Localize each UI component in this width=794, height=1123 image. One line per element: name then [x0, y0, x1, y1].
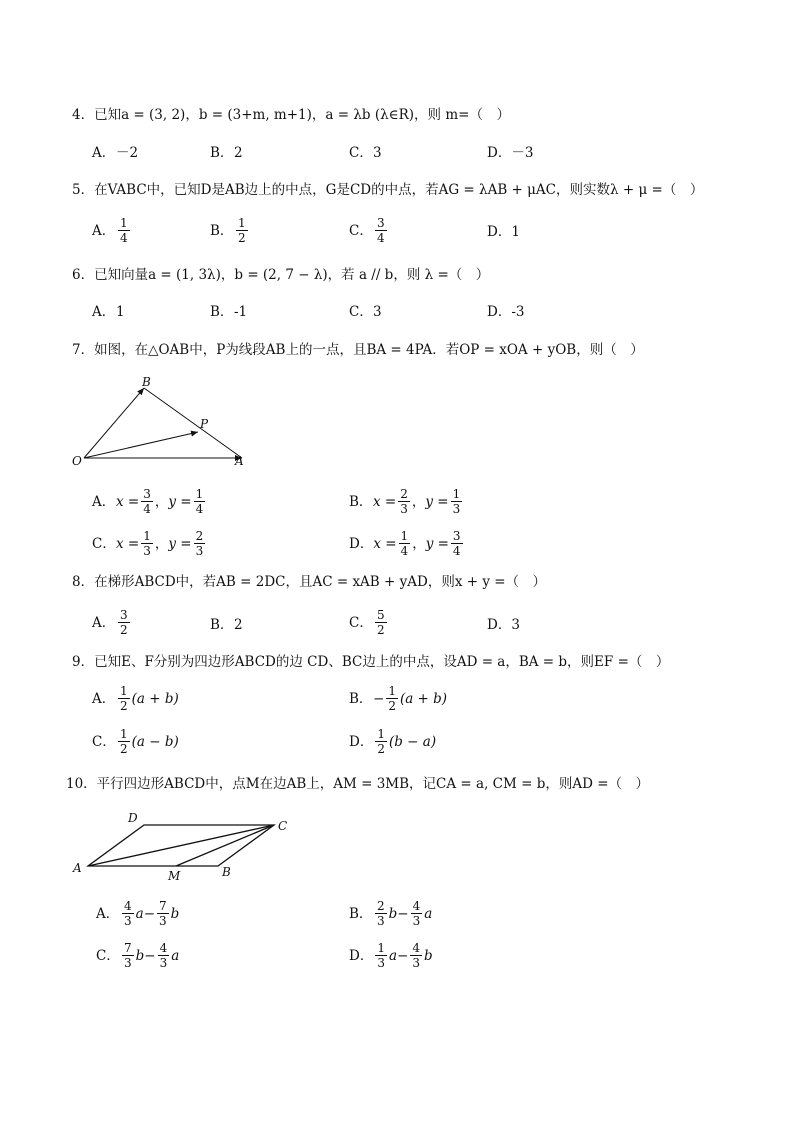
q5-option-c[interactable]: C． $\frac{3}{4}$: [349, 216, 385, 245]
label-b: B: [222, 865, 231, 879]
q9-option-d[interactable]: D． $\frac{1}{2}$ (b − a): [349, 727, 437, 756]
q9-option-c[interactable]: C． $\frac{1}{2}$ (a − b): [92, 727, 179, 756]
label-b: B: [142, 375, 151, 389]
fraction: $\frac{1}{4}$: [195, 487, 204, 516]
label-c: C: [278, 819, 288, 833]
fraction: $\frac{7}{3}$: [124, 941, 132, 970]
question-6: 6．已知向量a = (1, 3λ)，b = (2, 7 − λ)，若 a // b，则 λ =（ ）: [72, 267, 490, 283]
q5-option-a[interactable]: A． $\frac{1}{4}$: [92, 216, 128, 245]
q5-option-d[interactable]: D． 1: [487, 224, 520, 240]
fraction: $\frac{1}{4}$: [120, 216, 128, 245]
vector-op: [84, 432, 198, 458]
q7-option-d[interactable]: D． x = $\frac{1}{4}$ ， y = $\frac{3}{4}$: [349, 529, 461, 558]
question-9: 9．已知E、F分别为四边形ABCD的边 CD、BC边上的中点，设AD = a，BA = b，则EF =（ ）: [72, 654, 670, 670]
q10-option-c[interactable]: C． $\frac{7}{3}$ b − $\frac{4}{3}$ a: [96, 941, 180, 970]
q4-option-d[interactable]: D． －3: [487, 145, 534, 161]
q7-option-a[interactable]: A． x = $\frac{3}{4}$ ， y = $\frac{1}{4}$: [92, 487, 204, 516]
fraction: $\frac{1}{2}$: [377, 727, 385, 756]
q6-option-c[interactable]: C． 3: [349, 304, 382, 320]
question-5: 5．在VABC中，已知D是AB边上的中点，G是CD的中点，若AG = λAB + μAC，则实数λ + μ =（ ）: [72, 182, 704, 198]
fraction: $\frac{2}{3}$: [377, 899, 385, 928]
label-o: O: [72, 454, 82, 468]
q4-option-a[interactable]: A． －2: [92, 145, 139, 161]
q4-option-c[interactable]: C． 3: [349, 145, 382, 161]
fraction: $\frac{2}{3}$: [195, 529, 204, 558]
q6-option-a[interactable]: A． 1: [92, 304, 125, 320]
q10-option-d[interactable]: D． $\frac{1}{3}$ a − $\frac{4}{3}$ b: [349, 941, 433, 970]
q8-option-c[interactable]: C． $\frac{5}{2}$: [349, 608, 385, 637]
question-4: 4．已知a = (3, 2)，b = (3+m, m+1)，a = λb (λ∈R)，则 m=（ ）: [72, 107, 510, 123]
fraction: $\frac{3}{4}$: [452, 529, 461, 558]
q4-option-b[interactable]: B． 2: [210, 145, 243, 161]
fraction: $\frac{3}{2}$: [120, 608, 128, 637]
label-m: M: [168, 869, 181, 883]
fraction: $\frac{1}{2}$: [120, 727, 128, 756]
fraction: $\frac{1}{3}$: [377, 941, 385, 970]
label-p: P: [200, 417, 209, 431]
fraction: $\frac{4}{3}$: [412, 941, 420, 970]
label-a: A: [73, 861, 82, 875]
question-10: 10．平行四边形ABCD中，点M在边AB上，AM = 3MB，记CA = a, CM = b，则AD =（ ）: [66, 776, 650, 792]
fraction: $\frac{7}{3}$: [159, 899, 167, 928]
triangle-oab-figure: [70, 375, 260, 475]
q10-option-a[interactable]: A． $\frac{4}{3}$ a − $\frac{7}{3}$ b: [96, 899, 180, 928]
label-a: A: [235, 454, 244, 468]
label-d: D: [128, 811, 138, 825]
q8-option-b[interactable]: B． 2: [210, 617, 243, 633]
segment-ab: [144, 388, 242, 458]
fraction: $\frac{1}{4}$: [400, 529, 409, 558]
fraction: $\frac{1}{3}$: [452, 487, 461, 516]
fraction: $\frac{2}{3}$: [400, 487, 408, 516]
fraction: $\frac{4}{3}$: [412, 899, 421, 928]
q10-option-b[interactable]: B． $\frac{2}{3}$ b − $\frac{4}{3}$ a: [349, 899, 433, 928]
q9-option-b[interactable]: B． − $\frac{1}{2}$ (a + b): [349, 684, 448, 713]
vector-ob: [84, 388, 144, 458]
fraction: $\frac{1}{2}$: [388, 684, 396, 713]
question-8: 8．在梯形ABCD中，若AB = 2DC，且AC = xAB + yAD，则x + y =（ ）: [72, 574, 547, 590]
fraction: $\frac{1}{2}$: [238, 216, 246, 245]
q6-option-d[interactable]: D． -3: [487, 304, 525, 320]
fraction: $\frac{3}{4}$: [377, 216, 385, 245]
q7-option-b[interactable]: B． x = $\frac{2}{3}$ ， y = $\frac{1}{3}$: [349, 487, 461, 516]
q8-option-a[interactable]: A． $\frac{3}{2}$: [92, 608, 128, 637]
question-7: 7．如图，在△OAB中，P为线段AB上的一点，且BA = 4PA．若OP = xOA + yOB，则（ ）: [72, 342, 644, 358]
q5-option-b[interactable]: B． $\frac{1}{2}$: [210, 216, 246, 245]
fraction: $\frac{4}{3}$: [124, 899, 132, 928]
parallelogram-abcd-figure: [70, 806, 300, 882]
fraction: $\frac{1}{2}$: [120, 684, 128, 713]
fraction: $\frac{5}{2}$: [377, 608, 385, 637]
fraction: $\frac{4}{3}$: [159, 941, 168, 970]
q9-option-a[interactable]: A． $\frac{1}{2}$ (a + b): [92, 684, 179, 713]
q6-option-b[interactable]: B． -1: [210, 304, 248, 320]
segment-mc: [176, 825, 274, 866]
q8-option-d[interactable]: D． 3: [487, 617, 520, 633]
fraction: $\frac{1}{3}$: [143, 529, 151, 558]
q7-option-c[interactable]: C． x = $\frac{1}{3}$ ， y = $\frac{2}{3}$: [92, 529, 204, 558]
fraction: $\frac{3}{4}$: [143, 487, 151, 516]
